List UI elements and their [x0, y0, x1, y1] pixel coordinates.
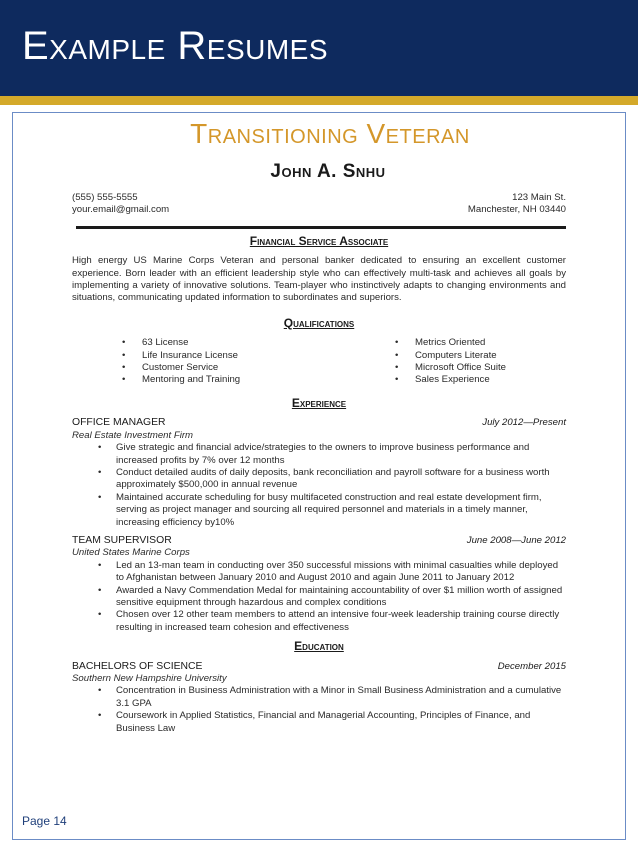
school-name: Southern New Hampshire University [72, 673, 227, 684]
contact-left [72, 192, 169, 217]
qualifications-right-column [395, 337, 506, 387]
job-dates: July 2012—Present [482, 417, 566, 429]
qualifications-list [72, 337, 566, 387]
job-bullets [72, 442, 566, 529]
job-title: TEAM SUPERVISOR [72, 534, 172, 546]
list-item: • Life Insurance License [122, 350, 240, 362]
job-bullets [72, 560, 566, 634]
job-title: OFFICE MANAGER [72, 417, 166, 429]
education-entry [72, 661, 566, 735]
accent-bar [0, 96, 638, 105]
city-text: Manchester, NH 03440 [467, 204, 566, 216]
job-entry [72, 535, 566, 634]
resume-document [72, 160, 566, 741]
email-text: your.email@gmail.com [72, 204, 170, 216]
list-item: • Led an 13-man team in conducting over 350 successful missions with minimal casualties while deployed to Afghanistan between January 2010 and August 2010 and again June 2011 to January 2012 [98, 560, 566, 585]
job-header [72, 417, 566, 429]
page-number: Page 14 [22, 814, 67, 828]
list-item: • Conduct detailed audits of daily deposits, bank reconciliation and payroll software for a business worth approximately $500,000 in annual revenue [98, 467, 566, 492]
list-item: • Metrics Oriented [395, 337, 506, 349]
list-item: • Concentration in Business Administration with a Minor in Small Business Administration and a cumulative 3.1 GPA [98, 685, 566, 710]
street-text: 123 Main St. [512, 192, 566, 203]
slide-subtitle: Transitioning Veteran [190, 118, 470, 149]
list-item: • Computers Literate [395, 350, 506, 362]
degree-title: BACHELORS OF SCIENCE [72, 660, 203, 672]
education-bullets [72, 685, 566, 735]
job-dates: June 2008—June 2012 [466, 534, 566, 546]
job-organization: United States Marine Corps [72, 547, 190, 559]
qualifications-heading: Qualifications [283, 315, 355, 330]
job-organization: Real Estate Investment Firm [72, 429, 194, 441]
education-heading: Education [294, 639, 344, 654]
list-item: • Microsoft Office Suite [395, 362, 506, 374]
education-header [72, 661, 566, 673]
list-item: • Mentoring and Training [122, 374, 240, 386]
list-item: • Sales Experience [395, 374, 506, 386]
summary-paragraph: High energy US Marine Corps Veteran and personal banker dedicated to ensuring an excellent customer experience. Born leader with an efficient leadership style who can effectively multi-task and achieves all goals by implementing a variety of innovative solutions. Team-player who instinctively adapts to changing environments and situations, communicating updated information to subordinates and superiors. [72, 255, 566, 304]
header-banner [0, 0, 638, 96]
list-item: • 63 License [122, 337, 240, 349]
list-item: • Customer Service [122, 362, 240, 374]
list-item: • Maintained accurate scheduling for busy multifaceted construction and real estate development firm, serving as project manager and sourcing all required personnel and materials in a timely manner, increasing efficiency by10% [98, 492, 566, 529]
slide-title: Example Resumes [22, 24, 329, 68]
list-item: • Give strategic and financial advice/strategies to the owners to improve business performance and increased profits by 7% over 12 months [98, 442, 566, 467]
experience-heading: Experience [291, 395, 347, 410]
contact-block [72, 192, 566, 217]
divider-rule [76, 226, 566, 229]
list-item: • Coursework in Applied Statistics, Financial and Managerial Accounting, Principles of Finance, and Business Law [98, 710, 566, 735]
job-header [72, 535, 566, 547]
contact-right [468, 192, 566, 217]
resume-name: John A. Snhu [270, 161, 386, 182]
job-entry [72, 417, 566, 529]
qualifications-left-column [122, 337, 240, 387]
objective-heading: Financial Service Associate [249, 233, 389, 248]
graduation-date: December 2015 [497, 660, 566, 672]
list-item: • Chosen over 12 other team members to attend an intensive four-week leadership training course directly resulting in increased team cohesion and effectiveness [98, 609, 566, 634]
phone-text: (555) 555-5555 [72, 192, 138, 203]
list-item: • Awarded a Navy Commendation Medal for maintaining accountability of over $1 million worth of assigned sensitive equipment through hazardous and complex conditions [98, 585, 566, 610]
